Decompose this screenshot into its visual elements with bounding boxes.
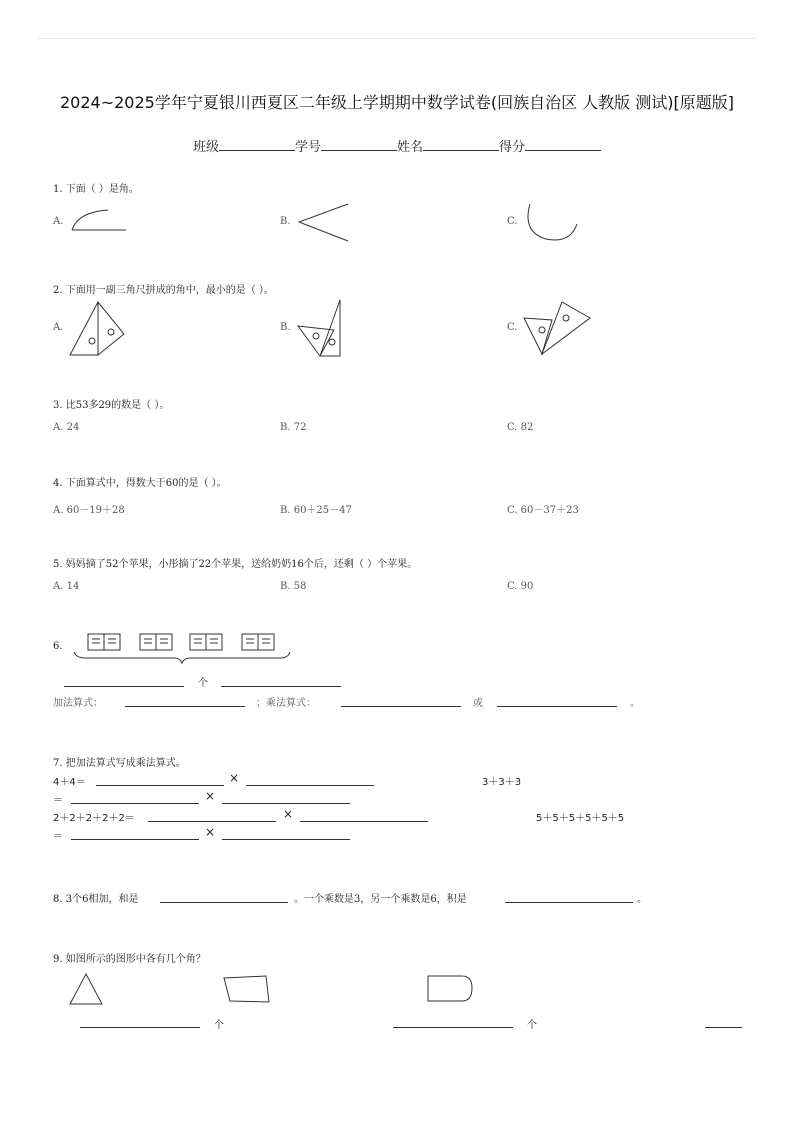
q8-product-blank[interactable] xyxy=(505,902,633,903)
q4-option-a[interactable]: A. 60－19＋28 xyxy=(53,505,125,516)
class-label: 班级 xyxy=(192,140,219,155)
q6-count-blank-2[interactable] xyxy=(221,686,341,687)
q7-expr-4: 5＋5＋5＋5＋5＋5 xyxy=(536,813,625,824)
q7-blank-4a[interactable] xyxy=(71,839,199,840)
score-label: 得分 xyxy=(499,140,526,155)
q6-mul-blank-2[interactable] xyxy=(497,706,617,707)
id-label: 学号 xyxy=(294,140,321,155)
q4-option-c[interactable]: C. 60－37＋23 xyxy=(507,505,579,516)
q6-mul-label: ；乘法算式： xyxy=(256,698,316,709)
q7-blank-3a[interactable] xyxy=(148,821,276,822)
q9-blank-2[interactable] xyxy=(393,1027,513,1028)
q2-option-c-label: C. xyxy=(507,322,518,333)
q1-option-c-label: C. xyxy=(507,216,518,227)
q5-option-a[interactable]: A. 14 xyxy=(53,581,80,592)
q5-option-b[interactable]: B. 58 xyxy=(280,581,307,592)
q7-blank-4b[interactable] xyxy=(222,839,350,840)
id-field[interactable] xyxy=(321,138,397,151)
q7-times-3: × xyxy=(283,807,294,821)
q3-option-a[interactable]: A. 24 xyxy=(53,422,80,433)
q6-number: 6. xyxy=(53,641,63,652)
q2-option-b-figure xyxy=(294,298,354,360)
q7-expr-2: 3＋3＋3 xyxy=(482,777,522,788)
q1-option-a-label: A. xyxy=(53,216,64,227)
q9-stem: 9. 如图所示的图形中各有几个角？ xyxy=(53,954,206,965)
q7-blank-2b[interactable] xyxy=(222,803,350,804)
q2-stem: 2. 下面用一副三角尺拼成的角中，最小的是（ ）。 xyxy=(53,285,274,296)
name-label: 姓名 xyxy=(397,140,424,155)
top-divider xyxy=(38,38,756,39)
q3-stem: 3. 比53多29的数是（ ）。 xyxy=(53,400,170,411)
q2-option-b-label: B. xyxy=(280,322,291,333)
student-info-line xyxy=(0,136,794,155)
q7-blank-3b[interactable] xyxy=(300,821,428,822)
q6-mul-blank-1[interactable] xyxy=(341,706,461,707)
q7-eq-2: ＝ xyxy=(53,795,63,806)
q9-unit-2: 个 xyxy=(527,1020,537,1031)
q7-times-4: × xyxy=(205,825,216,839)
q3-option-c[interactable]: C. 82 xyxy=(507,422,534,433)
q5-option-c[interactable]: C. 90 xyxy=(507,581,534,592)
q2-option-a-label: A. xyxy=(53,322,64,333)
q8-part-1: 8. 3个6相加，和是 xyxy=(53,894,139,905)
q9-blank-1[interactable] xyxy=(80,1027,200,1028)
q7-blank-1b[interactable] xyxy=(246,785,374,786)
q7-stem: 7. 把加法算式写成乘法算式。 xyxy=(53,758,186,769)
q6-end: 。 xyxy=(630,698,640,709)
class-field[interactable] xyxy=(219,138,295,151)
q9-triangle-figure xyxy=(68,972,104,1006)
q7-blank-2a[interactable] xyxy=(71,803,199,804)
page-title: 2024~2025学年宁夏银川西夏区二年级上学期期中数学试卷(回族自治区 人教版 测试)[原题版] xyxy=(60,93,734,112)
q7-expr-3: 2＋2＋2＋2＋2＝ xyxy=(53,813,135,824)
q4-stem: 4. 下面算式中，得数大于60的是（ ）。 xyxy=(53,478,227,489)
q2-option-c-figure xyxy=(522,300,594,358)
q6-add-label: 加法算式： xyxy=(53,698,103,709)
q1-option-b-label: B. xyxy=(280,216,291,227)
q6-unit: 个 xyxy=(198,678,208,689)
q1-stem: 1. 下面（ ）是角。 xyxy=(53,184,139,195)
q4-option-b[interactable]: B. 60＋25－47 xyxy=(280,505,352,516)
q1-option-b-figure xyxy=(296,202,352,244)
q8-part-2: 。一个乘数是3，另一个乘数是6，积是 xyxy=(294,894,467,905)
q7-times-2: × xyxy=(205,789,216,803)
name-field[interactable] xyxy=(423,138,499,151)
q6-book-pairs-figure xyxy=(70,632,294,666)
q6-add-blank[interactable] xyxy=(125,706,245,707)
q6-count-blank[interactable] xyxy=(64,686,184,687)
q7-blank-1a[interactable] xyxy=(96,785,224,786)
q8-sum-blank[interactable] xyxy=(160,902,288,903)
score-field[interactable] xyxy=(525,138,601,151)
q3-option-b[interactable]: B. 72 xyxy=(280,422,307,433)
q8-end: 。 xyxy=(637,894,647,905)
q9-unit-1: 个 xyxy=(214,1020,224,1031)
q5-stem: 5. 妈妈摘了52个苹果，小彤摘了22个苹果，送给奶奶16个后，还剩（ ）个苹果。 xyxy=(53,559,418,570)
q7-eq-4: ＝ xyxy=(53,831,63,842)
q1-option-a-figure xyxy=(68,204,128,234)
q9-quadrilateral-figure xyxy=(222,974,272,1004)
q7-expr-1: 4＋4＝ xyxy=(53,777,86,788)
q9-blank-3[interactable] xyxy=(705,1027,742,1028)
q9-rounded-shape-figure xyxy=(426,974,476,1004)
q2-option-a-figure xyxy=(68,300,128,360)
q1-option-c-figure xyxy=(522,202,582,244)
q6-or: 或 xyxy=(473,698,483,709)
q7-times-1: × xyxy=(229,771,240,785)
